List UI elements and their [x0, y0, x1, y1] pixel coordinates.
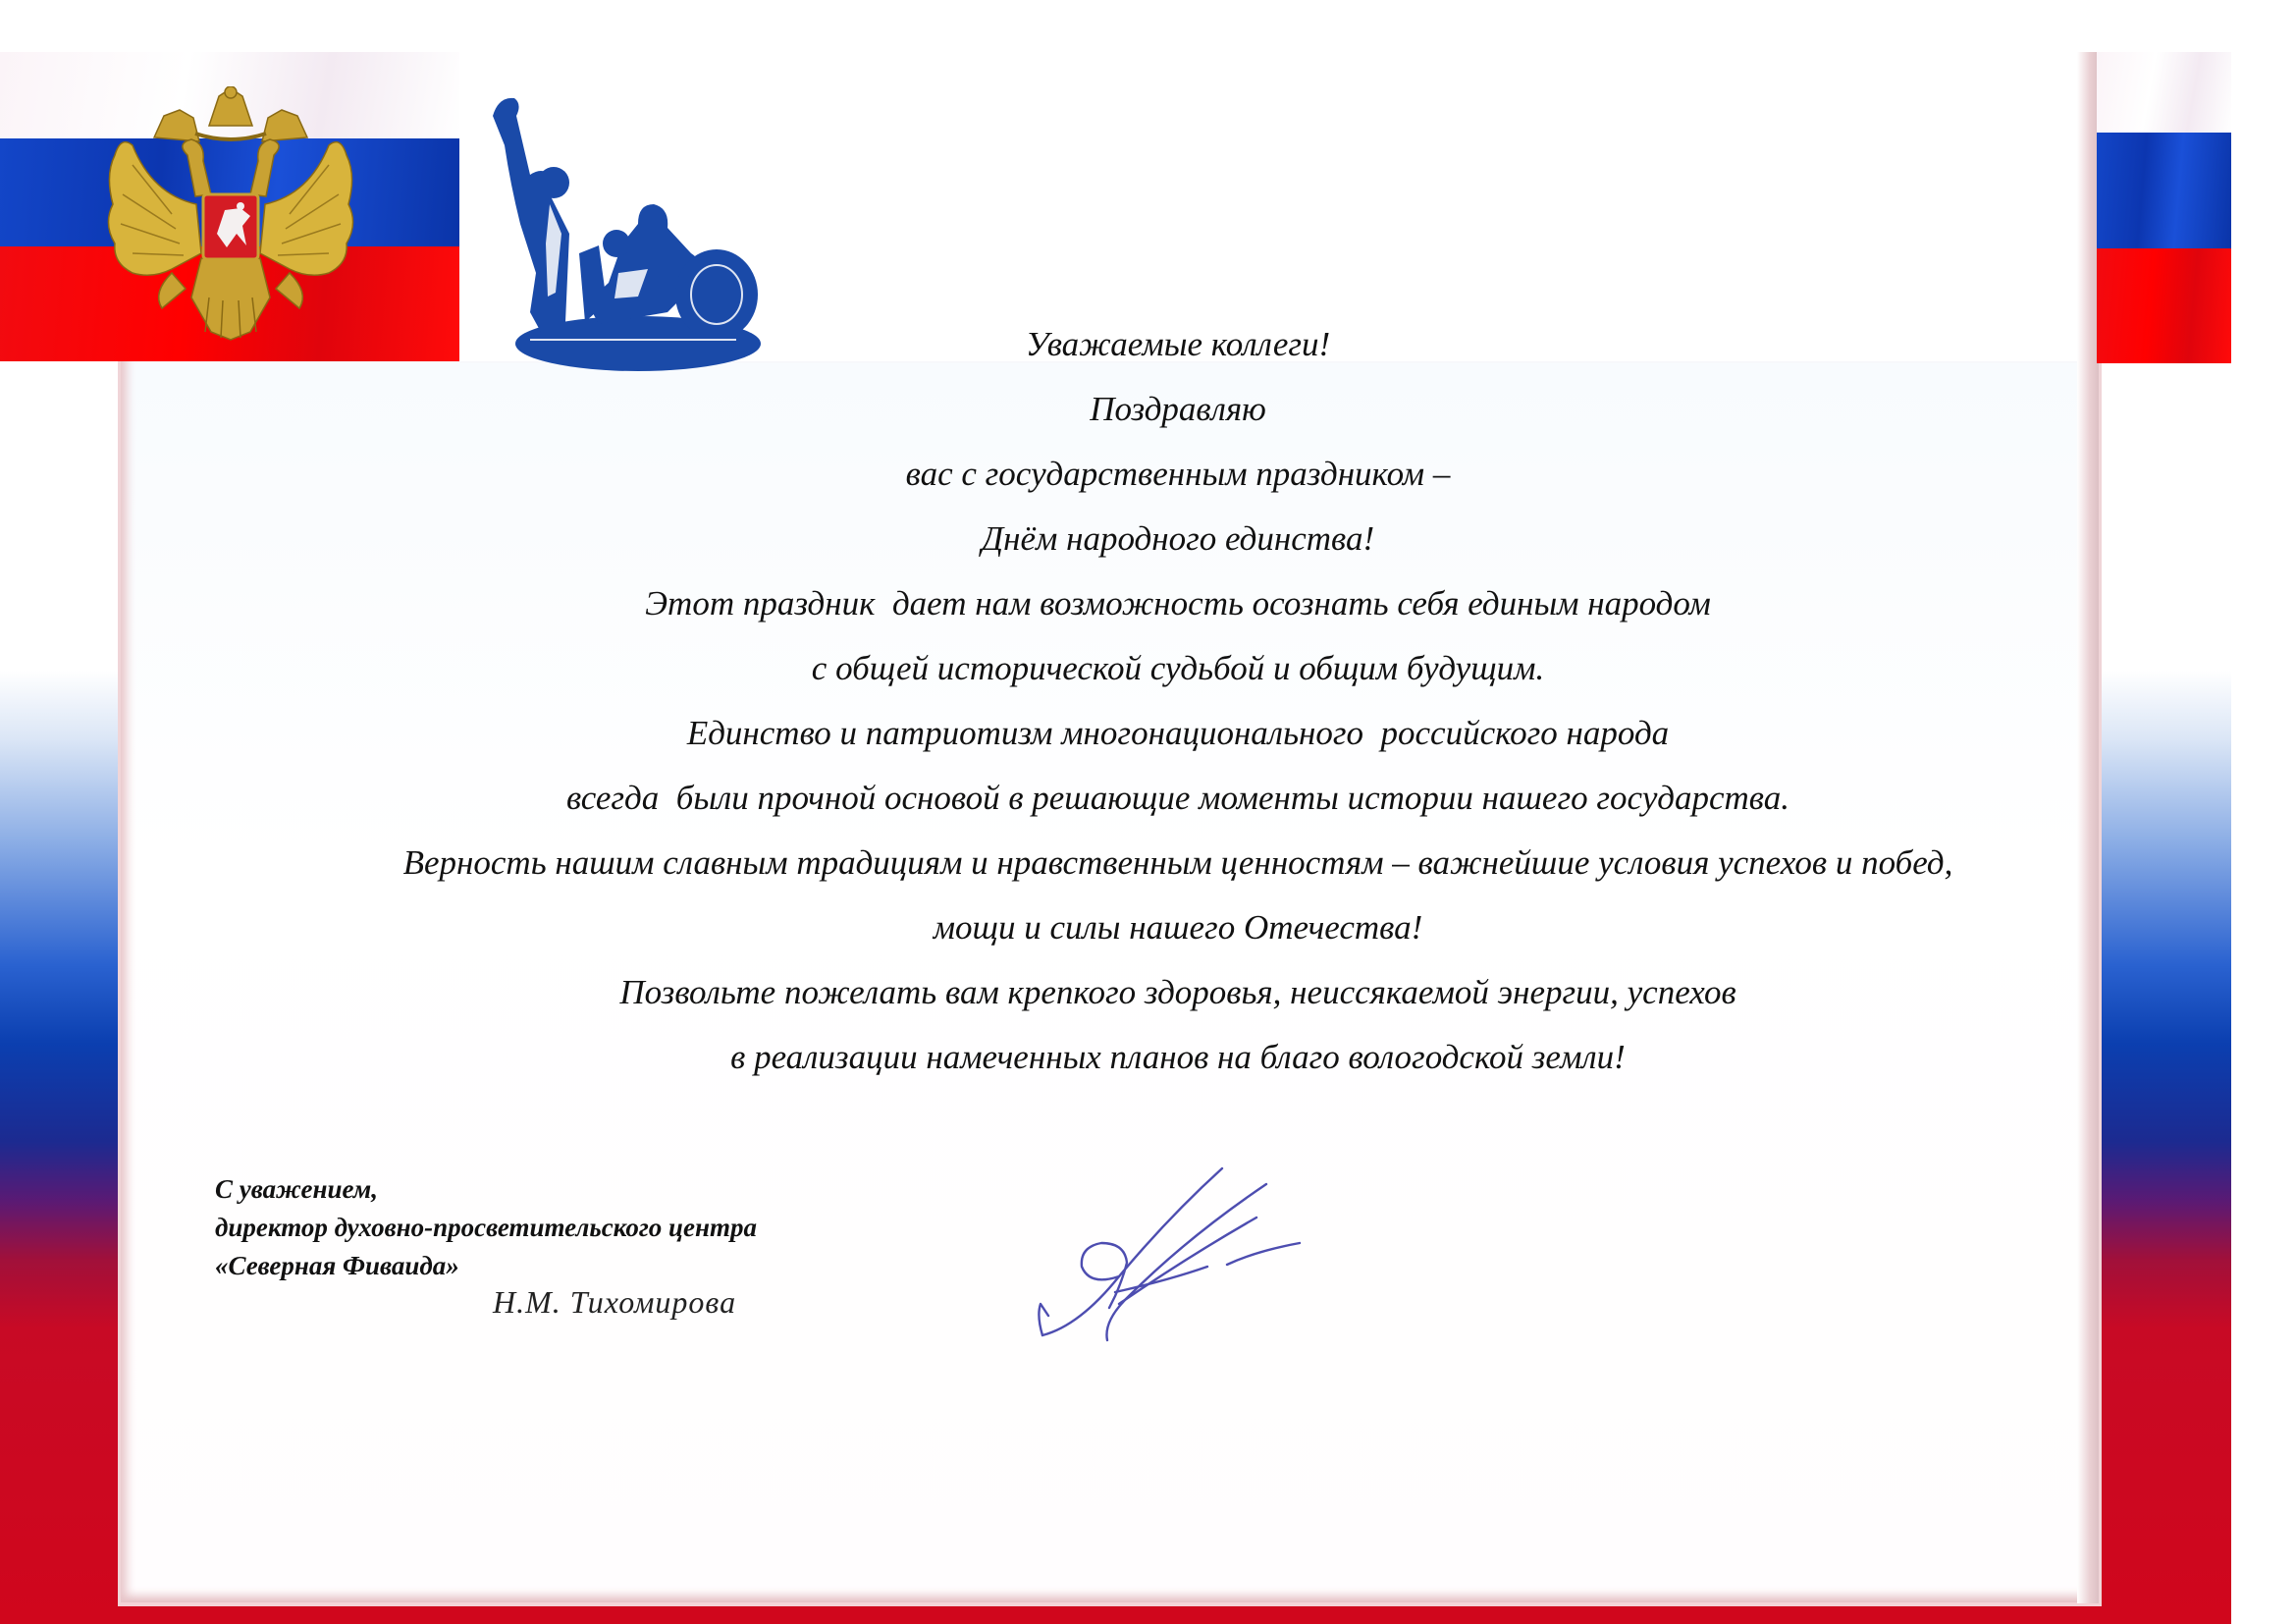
greeting-text [118, 312, 2238, 1090]
flag-white-stripe [2097, 52, 2231, 136]
greeting-line: с общей исторической судьбой и общим будущим. [811, 649, 1545, 687]
closing-block [215, 1170, 757, 1285]
greeting-line: вас с государственным праздником – [905, 455, 1451, 493]
greeting-line: Верность нашим славным традициям и нравственным ценностям – важнейшие условия успехов и побед, [402, 843, 1953, 882]
signatory-name: Н.М. Тихомирова [493, 1284, 737, 1320]
greeting-holiday-name: Днём народного единства! [981, 519, 1375, 558]
closing-position: директор духовно-просветительского центра [215, 1213, 758, 1242]
greeting-salutation: Уважаемые коллеги! [1025, 325, 1331, 363]
greeting-line: всегда были прочной основой в решающие моменты истории нашего государства. [566, 779, 1789, 817]
greeting-line: Этот праздник дает нам возможность осознать себя единым народом [645, 584, 1711, 623]
double-headed-eagle-icon [93, 86, 368, 347]
greeting-line: Позвольте пожелать вам крепкого здоровья, неиссякаемой энергии, успехов [619, 973, 1736, 1011]
greeting-line: Поздравляю [1090, 390, 1266, 428]
flag-blue-stripe [2097, 133, 2231, 250]
greeting-line: мощи и силы нашего Отечества! [933, 908, 1423, 947]
closing-organization: «Северная Фиваида» [215, 1251, 459, 1280]
handwritten-signature-icon [1021, 1149, 1315, 1355]
greeting-line: в реализации намеченных планов на благо вологодской земли! [730, 1038, 1626, 1076]
closing-regards: С уважением, [215, 1174, 379, 1204]
greeting-line: Единство и патриотизм многонационального российского народа [686, 714, 1670, 752]
